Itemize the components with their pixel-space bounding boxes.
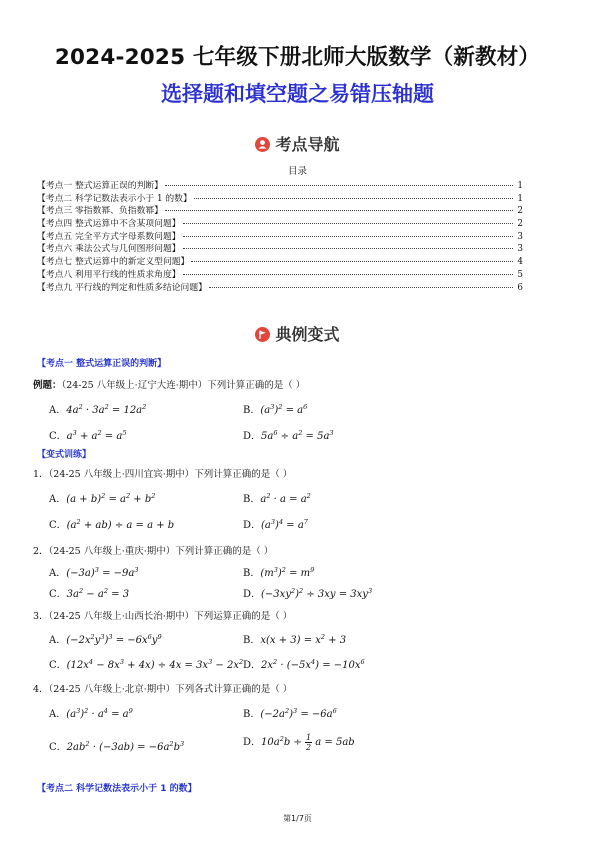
example-option-a[interactable]: A．$4a^2 \cdot 3a^2 = 12a^2$ xyxy=(49,403,147,416)
question-4: 4．（24-25 八年级上·北京·期中）下列各式计算正确的是（ ） xyxy=(33,684,293,695)
q1-option-d[interactable]: D．$(a^3)^4 = a^7$ xyxy=(243,518,308,531)
examples-section-heading xyxy=(0,322,595,345)
q3-option-d[interactable]: D．$2x^2 \cdot (-5x^4) = -10x^6$ xyxy=(243,658,365,671)
q4-option-d[interactable]: D．$10a^2b$ ÷ $\frac{1}{2}$ a = 5ab xyxy=(243,733,355,752)
toc-entry[interactable]: 【考点一 整式运算正误的判断】 1 xyxy=(37,181,523,191)
table-of-contents xyxy=(37,178,523,292)
toc-entry[interactable]: 【考点九 平行线的判定和性质多结论问题】 6 xyxy=(37,282,523,293)
toc-entry[interactable]: 【考点八 利用平行线的性质求角度】 5 xyxy=(37,269,523,280)
q2-option-a[interactable]: A．$(-3a)^3 = -9a^3$ xyxy=(49,566,139,579)
toc-entry[interactable]: 【考点五 完全平方式字母系数问题】 3 xyxy=(37,231,523,242)
document-title: 2024-2025 七年级下册北师大版数学（新教材） xyxy=(54,45,541,70)
q1-option-b[interactable]: B．$a^2 \cdot a = a^2$ xyxy=(243,492,311,505)
toc-entry[interactable]: 【考点七 整式运算中的新定义型问题】 4 xyxy=(37,257,523,268)
example-option-b[interactable]: B．$(a^3)^2 = a^6$ xyxy=(243,403,308,416)
q4-option-a[interactable]: A．$(a^3)^2 \cdot a^4 = a^9$ xyxy=(49,707,133,720)
nav-section-heading xyxy=(0,132,595,155)
document-subtitle: 选择题和填空题之易错压轴题 xyxy=(161,82,434,106)
toc-entry[interactable]: 【考点六 乘法公式与几何图形问题】 3 xyxy=(37,244,523,255)
q1-option-c[interactable]: C．$(a^2 + ab) \div a = a + b$ xyxy=(49,518,175,531)
variant-heading: 【变式训练】 xyxy=(37,450,92,460)
page-number: 第1/7页 xyxy=(283,814,312,823)
q4-option-c[interactable]: C．$2ab^2 \cdot (-3ab) = -6a^2b^3$ xyxy=(49,740,185,753)
user-icon xyxy=(255,137,270,152)
flag-icon xyxy=(255,327,270,342)
examples-heading-text: 典例变式 xyxy=(275,325,340,344)
q2-option-d[interactable]: D．$(-3xy^2)^2 \div 3xy = 3xy^3$ xyxy=(243,587,373,600)
q3-option-b[interactable]: B．$x(x + 3) = x^2 + 3$ xyxy=(243,633,347,646)
q4-option-b[interactable]: B．$(-2a^2)^3 = -6a^6$ xyxy=(243,707,337,720)
toc-entry[interactable]: 【考点四 整式运算中不含某项问题】 2 xyxy=(37,219,523,230)
toc-title: 目录 xyxy=(287,166,307,177)
q3-option-a[interactable]: A．$(-2x^2y^3)^3 = -6x^6y^9$ xyxy=(49,633,162,646)
kp1-heading: 【考点一 整式运算正误的判断】 xyxy=(37,359,167,369)
q1-option-a[interactable]: A．$(a + b)^2 = a^2 + b^2$ xyxy=(49,492,156,505)
toc-entry[interactable]: 【考点二 科学记数法表示小于 1 的数】 1 xyxy=(37,193,523,204)
kp2-heading: 【考点二 科学记数法表示小于 1 的数】 xyxy=(37,784,197,794)
toc-entry[interactable]: 【考点三 零指数幂、负指数幂】 2 xyxy=(37,206,523,217)
example-question: 例题：（24-25 八年级上·辽宁大连·期中）下列计算正确的是（ ） xyxy=(33,380,306,391)
q2-option-b[interactable]: B．$(m^3)^2 = m^9$ xyxy=(243,566,315,579)
question-3: 3．（24-25 八年级上·山西长治·期中）下列运算正确的是（ ） xyxy=(33,611,293,622)
question-1: 1．（24-25 八年级上·四川宜宾·期中）下列计算正确的是（ ） xyxy=(33,469,293,480)
q3-option-c[interactable]: C．$(12x^4 - 8x^3 + 4x) \div 4x = 3x^3 - 2x^2$ xyxy=(49,658,244,671)
example-option-d[interactable]: D．$5a^6 \div a^2 = 5a^3$ xyxy=(243,429,334,442)
example-option-c[interactable]: C．$a^3 + a^2 = a^5$ xyxy=(49,429,127,442)
question-2: 2．（24-25 八年级上·重庆·期中）下列计算正确的是（ ） xyxy=(33,546,274,557)
q2-option-c[interactable]: C．$3a^2 - a^2 = 3$ xyxy=(49,587,130,600)
nav-heading-text: 考点导航 xyxy=(275,135,340,154)
